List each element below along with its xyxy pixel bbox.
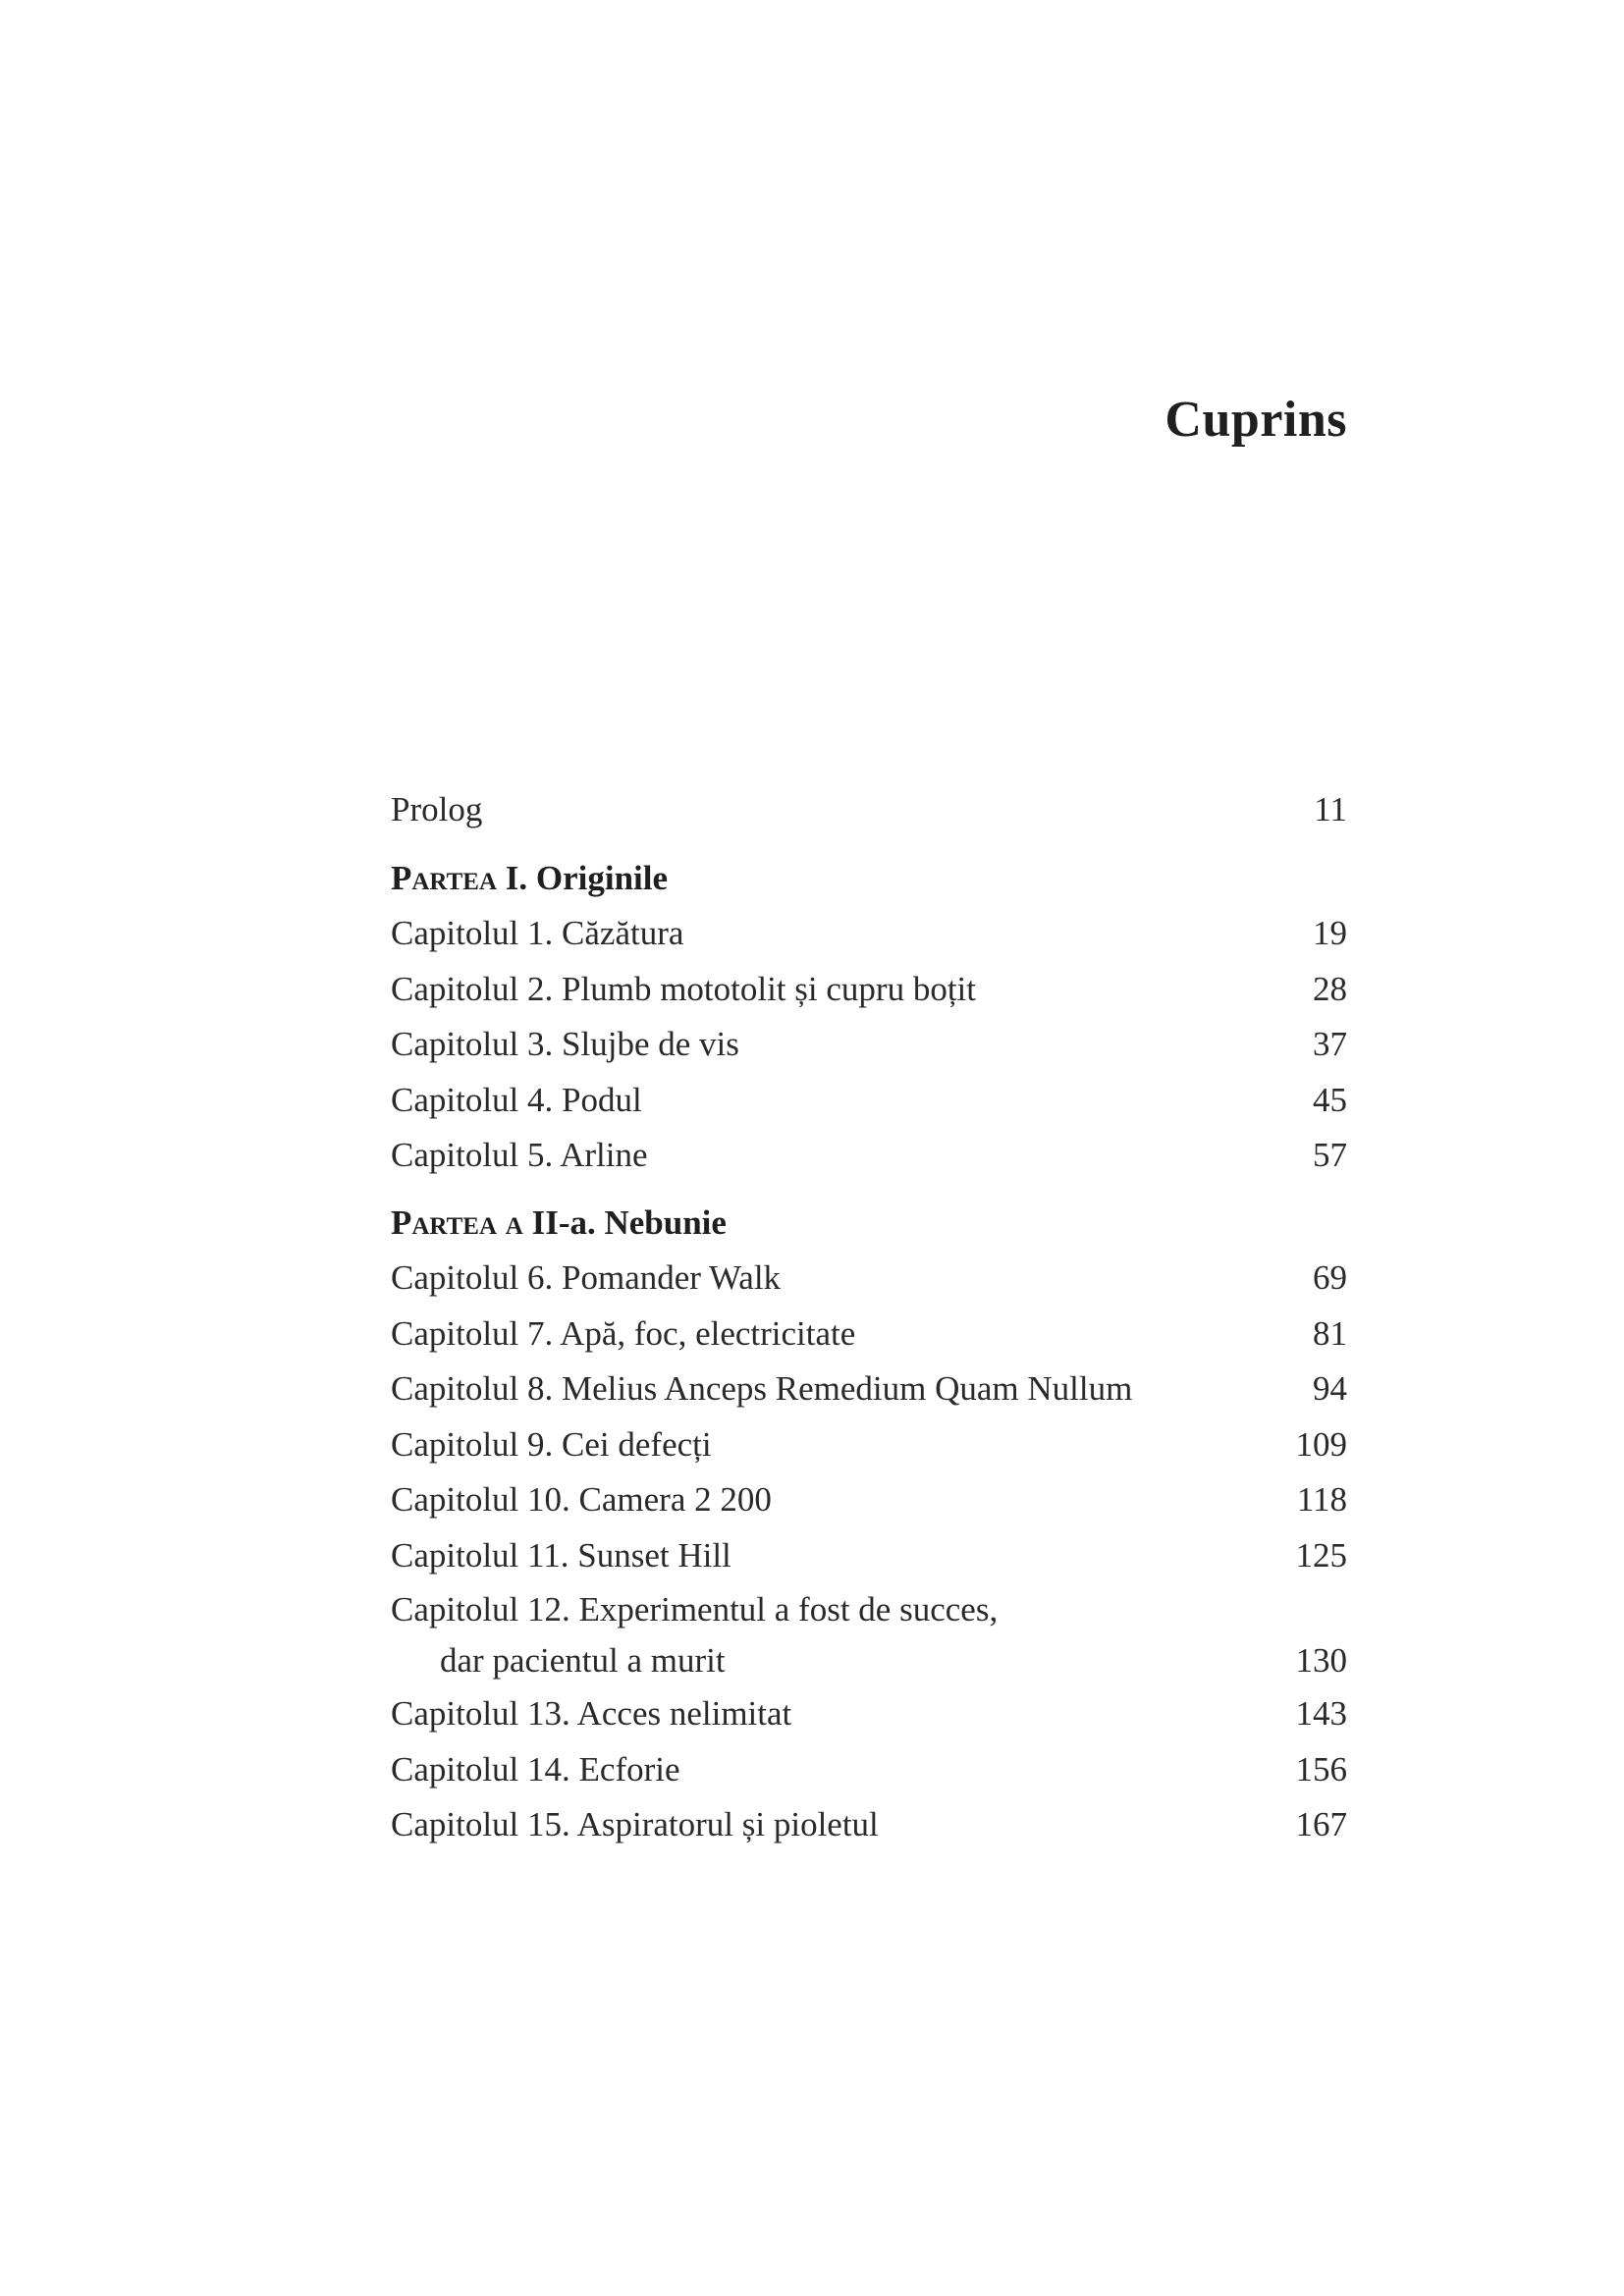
toc-entry-label: Capitolul 3. Slujbe de vis — [391, 1025, 739, 1063]
part-heading-smallcaps: Partea — [391, 858, 498, 897]
toc-entry-label: Capitolul 5. Arline — [391, 1136, 648, 1174]
part-heading-1 — [391, 851, 1347, 907]
toc-entry-page: 94 — [1313, 1369, 1347, 1408]
toc-entry-chapter-14[interactable] — [391, 1742, 1347, 1798]
toc-entry-chapter-15[interactable] — [391, 1797, 1347, 1853]
toc-entry-chapter-7[interactable] — [391, 1307, 1347, 1362]
part-heading-title: I. Originile — [497, 858, 669, 897]
toc-entry-chapter-9[interactable] — [391, 1417, 1347, 1473]
toc-entry-label-line-1: Capitolul 12. Experimentul a fost de succes, — [391, 1590, 999, 1629]
toc-entry-chapter-11[interactable] — [391, 1528, 1347, 1584]
toc-entry-page: 118 — [1296, 1480, 1347, 1519]
toc-entry-label: Capitolul 15. Aspiratorul și pioletul — [391, 1805, 879, 1843]
toc-entry-page: 28 — [1313, 969, 1347, 1008]
toc-entry-prolog[interactable] — [391, 782, 1347, 838]
toc-entry-label: Capitolul 10. Camera 2 200 — [391, 1480, 772, 1519]
toc-entry-page: 81 — [1313, 1313, 1347, 1353]
toc-entry-page: 37 — [1313, 1025, 1347, 1063]
toc-entry-label: Capitolul 1. Căzătura — [391, 914, 684, 952]
toc-entry-label: Capitolul 13. Acces nelimitat — [391, 1694, 792, 1733]
toc-entry-label — [391, 1584, 998, 1686]
toc-entry-chapter-2[interactable] — [391, 962, 1347, 1018]
toc-entry-label: Capitolul 7. Apă, foc, electricitate — [391, 1313, 856, 1353]
toc-entry-page: 130 — [1295, 1641, 1347, 1680]
part-heading-title: II-a. Nebunie — [522, 1202, 727, 1242]
toc-entry-page: 156 — [1295, 1749, 1347, 1789]
toc-entry-chapter-1[interactable] — [391, 906, 1347, 962]
table-of-contents — [391, 782, 1347, 1853]
toc-entry-label: Capitolul 9. Cei defecți — [391, 1424, 712, 1464]
toc-entry-page: 19 — [1313, 914, 1347, 952]
toc-entry-label: Capitolul 2. Plumb mototolit și cupru boțit — [391, 969, 976, 1008]
toc-entry-chapter-8[interactable] — [391, 1362, 1347, 1417]
toc-entry-label: Capitolul 8. Melius Anceps Remedium Quam Nullum — [391, 1369, 1133, 1408]
toc-entry-page: 69 — [1313, 1258, 1347, 1297]
toc-entry-chapter-6[interactable] — [391, 1251, 1347, 1307]
toc-entry-chapter-13[interactable] — [391, 1686, 1347, 1742]
toc-entry-chapter-10[interactable] — [391, 1472, 1347, 1528]
toc-entry-label: Capitolul 14. Ecforie — [391, 1749, 680, 1789]
toc-entry-page: 109 — [1295, 1424, 1347, 1464]
toc-entry-label-line-2: dar pacientul a murit — [440, 1641, 726, 1680]
toc-entry-page: 57 — [1313, 1136, 1347, 1174]
toc-entry-chapter-3[interactable] — [391, 1017, 1347, 1073]
toc-entry-page: 125 — [1295, 1535, 1347, 1575]
toc-entry-page: 11 — [1314, 790, 1347, 828]
toc-entry-page: 167 — [1295, 1805, 1347, 1843]
toc-entry-chapter-4[interactable] — [391, 1073, 1347, 1129]
toc-entry-label: Capitolul 6. Pomander Walk — [391, 1258, 782, 1297]
toc-entry-label: Prolog — [391, 790, 483, 828]
toc-entry-label: Capitolul 4. Podul — [391, 1080, 642, 1119]
toc-entry-label: Capitolul 11. Sunset Hill — [391, 1535, 731, 1575]
part-heading-2 — [391, 1196, 1347, 1252]
toc-entry-page: 45 — [1313, 1080, 1347, 1119]
toc-entry-page: 143 — [1295, 1694, 1347, 1733]
toc-entry-chapter-5[interactable] — [391, 1128, 1347, 1184]
part-heading-smallcaps: Partea a — [391, 1202, 523, 1242]
toc-entry-chapter-12[interactable] — [391, 1583, 1347, 1686]
page-title: Cuprins — [1164, 392, 1347, 448]
